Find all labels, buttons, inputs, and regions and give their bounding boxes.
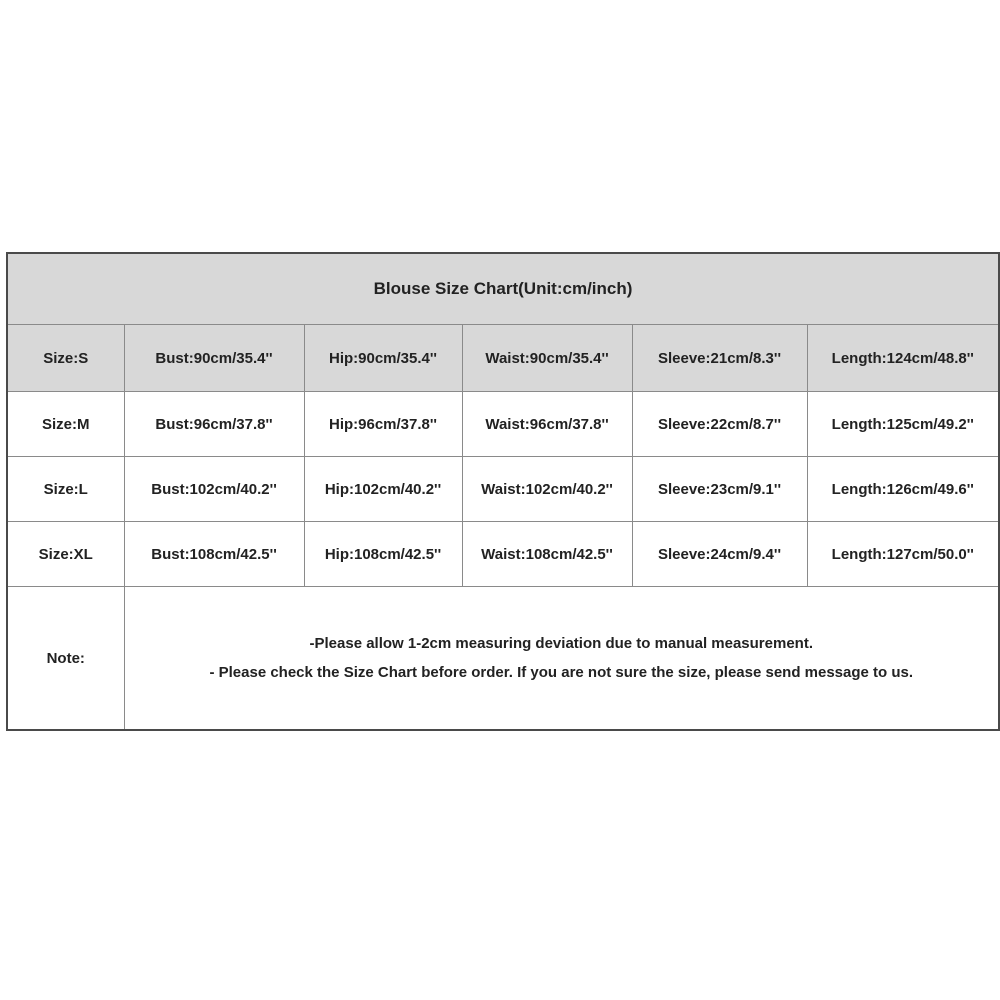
size-label: Size:S: [7, 325, 124, 392]
note-line: - Please check the Size Chart before order. If you are not sure the size, please send message to us.: [209, 664, 914, 681]
chart-title: Blouse Size Chart(Unit:cm/inch): [7, 253, 999, 325]
bust-cell: Bust:108cm/42.5'': [124, 522, 304, 587]
sleeve-cell: Sleeve:24cm/9.4'': [632, 522, 807, 587]
bust-cell: Bust:90cm/35.4'': [124, 325, 304, 392]
title-row: [7, 253, 999, 325]
size-label: Size:L: [7, 457, 124, 522]
size-label: Size:XL: [7, 522, 124, 587]
bust-cell: Bust:96cm/37.8'': [124, 392, 304, 457]
waist-cell: Waist:102cm/40.2'': [462, 457, 632, 522]
hip-cell: Hip:108cm/42.5'': [304, 522, 462, 587]
note-body: [124, 587, 999, 731]
waist-cell: Waist:96cm/37.8'': [462, 392, 632, 457]
hip-cell: Hip:102cm/40.2'': [304, 457, 462, 522]
table-row: [7, 522, 999, 587]
sleeve-cell: Sleeve:23cm/9.1'': [632, 457, 807, 522]
note-label: Note:: [7, 587, 124, 731]
waist-cell: Waist:90cm/35.4'': [462, 325, 632, 392]
hip-cell: Hip:96cm/37.8'': [304, 392, 462, 457]
note-line: -Please allow 1-2cm measuring deviation due to manual measurement.: [309, 635, 813, 652]
table-row: [7, 325, 999, 392]
length-cell: Length:126cm/49.6'': [807, 457, 999, 522]
table-row: [7, 457, 999, 522]
length-cell: Length:125cm/49.2'': [807, 392, 999, 457]
length-cell: Length:124cm/48.8'': [807, 325, 999, 392]
length-cell: Length:127cm/50.0'': [807, 522, 999, 587]
bust-cell: Bust:102cm/40.2'': [124, 457, 304, 522]
waist-cell: Waist:108cm/42.5'': [462, 522, 632, 587]
sleeve-cell: Sleeve:22cm/8.7'': [632, 392, 807, 457]
size-label: Size:M: [7, 392, 124, 457]
size-chart-table: [6, 252, 1000, 731]
table-row: [7, 392, 999, 457]
note-row: [7, 587, 999, 731]
sleeve-cell: Sleeve:21cm/8.3'': [632, 325, 807, 392]
hip-cell: Hip:90cm/35.4'': [304, 325, 462, 392]
